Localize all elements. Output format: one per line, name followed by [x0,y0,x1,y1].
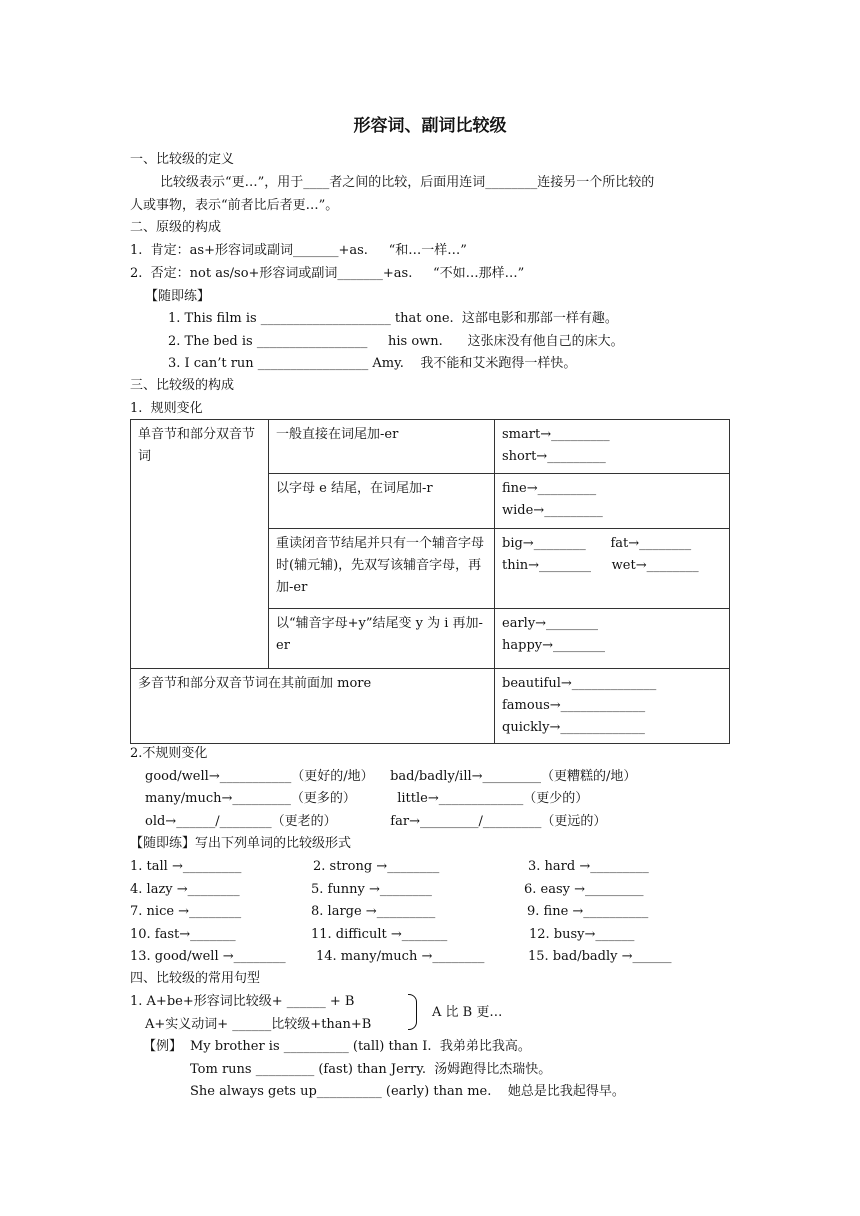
section-heading-comparative-formation: 三、比较级的构成 [130,378,235,393]
answer-line: early→________ [502,616,599,631]
irregular-line-2: many/much→_________（更多的） little→_____________（更少的） [145,791,589,806]
answer-line: short→_________ [502,449,606,464]
word-item: 4. lazy →________ [130,882,240,897]
section-heading-sentence-patterns: 四、比较级的常用句型 [130,971,261,986]
word-item: 8. large →_________ [311,904,436,919]
word-item: 1. tall →_________ [130,859,242,874]
practice-label: 【随即练】 [145,289,211,304]
answer-line: happy→________ [502,638,606,653]
answer-line: quickly→_____________ [502,720,645,735]
rules-table [130,419,730,744]
word-item: 9. fine →__________ [527,904,649,919]
answer-cell [495,474,730,529]
answer-cell [495,529,730,609]
rule-cell: 以“辅音字母+y”结尾变 y 为 i 再加-er [269,609,495,669]
answer-line: beautiful→_____________ [502,676,657,691]
example-label: 【例】 [143,1039,183,1054]
word-item: 7. nice →________ [130,904,242,919]
definition-line-1: 比较级表示“更…”，用于____者之间的比较，后面用连词________连接另一个所比较的 [160,175,655,190]
answer-line: thin→________ wet→________ [502,558,699,573]
right-brace [408,994,417,1030]
example-1: My brother is __________ (tall) than I. 我弟弟比我高。 [190,1039,531,1054]
answer-line: big→________ fat→________ [502,536,692,551]
pattern-1: 1. A+be+形容词比较级+ ______ + B [130,994,355,1009]
group-label-cell: 单音节和部分双音节词 [131,420,269,669]
rule-cell: 以字母 e 结尾，在词尾加-r [269,474,495,529]
irregular-changes-heading: 2.不规则变化 [130,746,208,761]
rule-cell: 一般直接在词尾加-er [269,420,495,474]
pattern-meaning: A 比 B 更… [432,1005,503,1020]
answer-line: famous→_____________ [502,698,646,713]
section-heading-definition: 一、比较级的定义 [130,152,235,167]
word-item: 14. many/much →________ [316,949,485,964]
definition-line-2: 人或事物，表示“前者比后者更…”。 [130,198,339,213]
word-item: 10. fast→_______ [130,927,236,942]
regular-changes-heading: 1. 规则变化 [130,401,203,416]
example-2: Tom runs _________ (fast) than Jerry. 汤姆跑得比杰瑞快。 [190,1062,552,1077]
answer-cell [495,669,730,744]
exercise-1: 1. This film is ____________________ that one. 这部电影和那部一样有趣。 [168,311,618,326]
section-heading-positive-degree: 二、原级的构成 [130,220,222,235]
answer-line: wide→_________ [502,503,603,518]
answer-cell [495,609,730,669]
word-item: 5. funny →________ [311,882,432,897]
word-item: 2. strong →________ [313,859,440,874]
exercise-2: 2. The bed is _________________ his own. 这张床没有他自己的床大。 [168,334,624,349]
answer-cell [495,420,730,474]
word-item: 12. busy→______ [529,927,635,942]
word-item: 15. bad/badly →______ [528,949,672,964]
rule-cell: 重读闭音节结尾并只有一个辅音字母时(辅元辅)，先双写该辅音字母，再加-er [269,529,495,609]
word-item: 3. hard →_________ [528,859,649,874]
rule-affirmative: 1. 肯定：as+形容词或副词_______+as. “和…一样…” [130,243,467,258]
irregular-line-3: old→______/________（更老的） far→_________/_________（更远的） [145,814,607,829]
example-3: She always gets up__________ (early) than me. 她总是比我起得早。 [190,1084,625,1099]
word-item: 11. difficult →_______ [311,927,448,942]
multi-syllable-rule-cell: 多音节和部分双音节词在其前面加 more [131,669,495,744]
practice-instruction: 【随即练】写出下列单词的比较级形式 [130,836,352,851]
irregular-line-1: good/well→___________（更好的/地） bad/badly/ill→_________（更糟糕的/地） [145,769,637,784]
word-item: 13. good/well →________ [130,949,286,964]
rule-negative: 2. 否定：not as/so+形容词或副词_______+as. “不如…那样…” [130,266,525,281]
word-item: 6. easy →_________ [524,882,644,897]
page-title: 形容词、副词比较级 [353,116,507,136]
answer-line: smart→_________ [502,427,610,442]
answer-line: fine→_________ [502,481,597,496]
exercise-3: 3. I can’t run _________________ Amy. 我不能和艾米跑得一样快。 [168,356,577,371]
pattern-2: A+实义动词+ ______比较级+than+B [145,1017,372,1032]
